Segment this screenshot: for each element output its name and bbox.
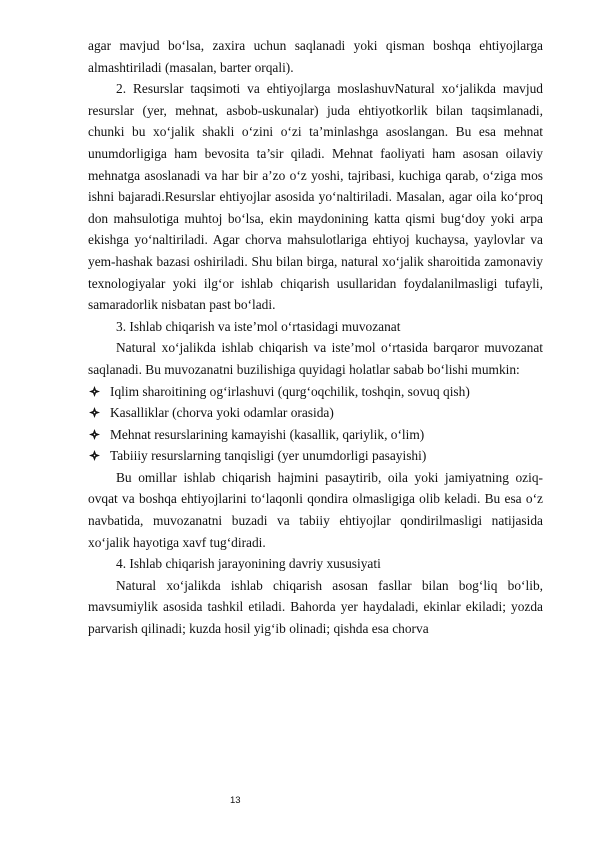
body-text <box>88 35 543 640</box>
list-item <box>88 381 543 403</box>
causes-list <box>88 381 543 467</box>
list-item <box>88 402 543 424</box>
list-item-text: Iqlim sharoitining og‘irlashuvi (qurg‘oqchilik, toshqin, sovuq qish) <box>110 383 470 399</box>
list-item-text: Kasalliklar (chorva yoki odamlar orasida) <box>110 405 334 421</box>
paragraph-continuation: agar mavjud bo‘lsa, zaxira uchun saqlanadi yoki qisman boshqa ehtiyojlarga almashtiriladi (masalan, barter orqali). <box>88 38 543 75</box>
section-heading-balance: 3. Ishlab chiqarish va iste’mol o‘rtasidagi muvozanat <box>116 318 401 334</box>
paragraph-balance-intro: Natural xo‘jalikda ishlab chiqarish va iste’mol o‘rtasida barqaror muvozanat saqlanadi. Bu muvozanatni buzilishiga quyidagi holatlar sabab bo‘lishi mumkin: <box>88 340 543 377</box>
paragraph-resource-allocation: 2. Resurslar taqsimoti va ehtiyojlarga moslashuvNatural xo‘jalikda mavjud resurslar (yer, mehnat, asbob-uskunalar) juda ehtiyotkorlik bilan taqsimlanadi, chunki bu xo‘jalik shakli o‘zini o‘zi ta’minlashga asoslangan. Bu esa mehnat unumdorligiga ham bevosita ta’sir qiladi. Mehnat faoliyati ham asosan oilaviy mehnatga asoslanadi va har bir a’zo o‘z yoshi, tajribasi, kuchiga qarab, o‘ziga mos ishni bajaradi.Resurslar ehtiyojlar asosida yo‘naltiriladi. Masalan, agar oila ko‘proq don mahsulotiga muhtoj bo‘lsa, ekin maydonining katta qismi bug‘doy yoki arpa ekishga yo‘naltiriladi. Agar chorva mahsulotlariga ehtiyoj kuchaysa, yaylovlar va yem-hashak bazasi oshiriladi. Shu bilan birga, natural xo‘jalik sharoitida zamonaviy texnologiyalar yoki ilg‘or ishlab chiqarish usullaridan foydalanilmasligi tufayli, samaradorlik nisbatan past bo‘ladi. <box>88 81 543 313</box>
diamond-bullet-icon <box>89 450 100 461</box>
section-heading-cyclical: 4. Ishlab chiqarish jarayonining davriy xususiyati <box>116 556 381 572</box>
list-item <box>88 445 543 467</box>
paragraph-seasonality: Natural xo‘jalikda ishlab chiqarish asosan fasllar bilan bog‘liq bo‘lib, mavsumiylik asosida tashkil etiladi. Bahorda yer haydaladi, ekinlar ekiladi; yozda parvarish qilinadi; kuzda hosil yig‘ib olinadi; qishda esa chorva <box>88 577 543 637</box>
diamond-bullet-icon <box>89 429 100 440</box>
diamond-bullet-icon <box>89 386 100 397</box>
list-item <box>88 424 543 446</box>
page-number: 13 <box>230 795 241 806</box>
diamond-bullet-icon <box>89 407 100 418</box>
list-item-text: Tabiiiy resurslarning tanqisligi (yer unumdorligi pasayishi) <box>110 448 427 464</box>
paragraph-consequences: Bu omillar ishlab chiqarish hajmini pasaytirib, oila yoki jamiyatning oziq-ovqat va boshqa ehtiyojlarini to‘laqonli qondira olmasligiga olib keladi. Bu esa o‘z navbatida, muvozanatni buzadi va tabiiy ehtiyojlar qondirilmasligi natijasida xo‘jalik hayotiga xavf tug‘diradi. <box>88 469 543 550</box>
list-item-text: Mehnat resurslarining kamayishi (kasallik, qariylik, o‘lim) <box>110 426 425 442</box>
